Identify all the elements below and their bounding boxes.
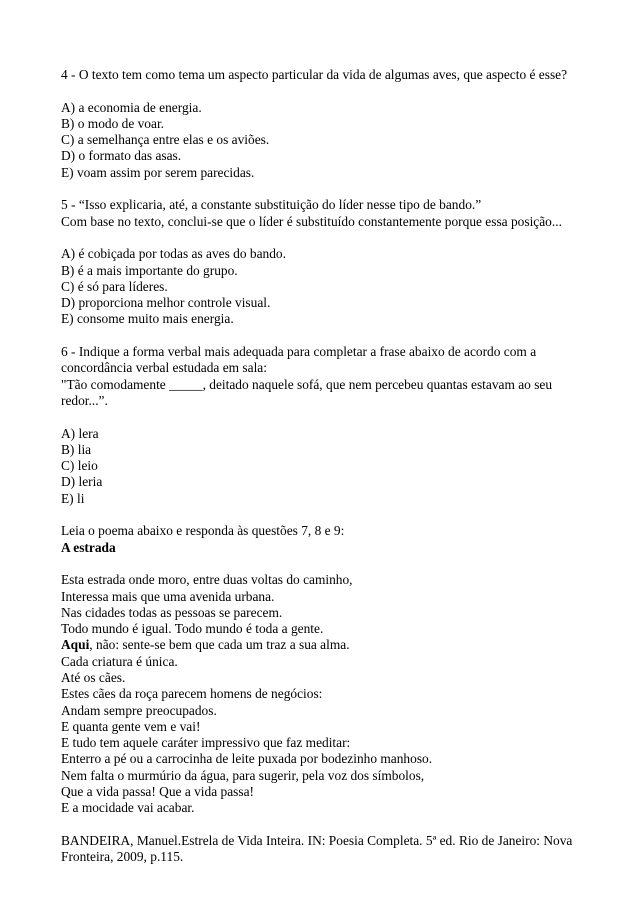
poem-aqui-bold: Aqui: [61, 637, 90, 653]
document-page: [61, 67, 601, 866]
poem-line: Todo mundo é igual. Todo mundo é toda a gente.: [61, 621, 324, 637]
question-5-option-a: A) é cobiçada por todas as aves do bando.: [61, 246, 286, 262]
question-5: [61, 197, 601, 327]
poem-line: E tudo tem aquele caráter impressivo que faz meditar:: [61, 735, 351, 751]
question-4-text: 4 - O texto tem como tema um aspecto particular da vida de algumas aves, que aspecto é esse?: [61, 67, 568, 82]
source-line1: BANDEIRA, Manuel.Estrela de Vida Inteira. IN: Poesia Completa. 5ª ed. Rio de Janeiro: Nova: [61, 832, 573, 848]
poem-line: Andam sempre preocupados.: [61, 702, 217, 718]
poem-section: [61, 523, 601, 816]
question-4: [61, 67, 601, 181]
poem-aqui-rest: , não: sente-se bem que cada um traz a sua alma.: [89, 637, 350, 653]
question-6-text-line4: redor...”.: [61, 392, 108, 408]
question-5-option-e: E) consome muito mais energia.: [61, 311, 234, 327]
poem-line: E a mocidade vai acabar.: [61, 800, 195, 816]
source-line2: Fronteira, 2009, p.115.: [61, 849, 184, 865]
poem-line: E quanta gente vem e vai!: [61, 718, 201, 734]
poem-intro: Leia o poema abaixo e responda às questões 7, 8 e 9:: [61, 523, 345, 539]
poem-line-aqui: [61, 637, 601, 653]
question-6-text-line3: "Tão comodamente _____, deitado naquele sofá, que nem percebeu quantas estavam ao seu: [61, 376, 553, 392]
question-6-option-a: A) lera: [61, 425, 99, 441]
question-4-option-c: C) a semelhança entre elas e os aviões.: [61, 132, 270, 148]
question-5-option-c: C) é só para líderes.: [61, 278, 168, 294]
poem-line: Até os cães.: [61, 669, 126, 685]
question-6-text-line1: 6 - Indique a forma verbal mais adequada para completar a frase abaixo de acordo com a: [61, 344, 537, 360]
question-4-option-e: E) voam assim por serem parecidas.: [61, 164, 255, 180]
poem-line: Nas cidades todas as pessoas se parecem.: [61, 604, 283, 620]
poem-line: Que a vida passa! Que a vida passa!: [61, 784, 254, 800]
question-5-text-line1: 5 - “Isso explicaria, até, a constante substituição do líder nesse tipo de bando.”: [61, 197, 482, 213]
poem-line: Nem falta o murmúrio da água, para sugerir, pela voz dos símbolos,: [61, 767, 425, 783]
poem-line: Estes cães da roça parecem homens de negócios:: [61, 686, 323, 702]
question-5-text-line2: Com base no texto, conclui-se que o líder é substituído constantemente porque essa posição...: [61, 213, 562, 229]
question-4-option-d: D) o formato das asas.: [61, 148, 182, 164]
question-4-option-b: B) o modo de voar.: [61, 115, 165, 131]
poem-line: Interessa mais que uma avenida urbana.: [61, 588, 275, 604]
question-6-option-d: D) leria: [61, 474, 103, 490]
poem-source: [61, 833, 601, 866]
question-6-option-b: B) lia: [61, 441, 92, 457]
question-6-option-e: E) li: [61, 490, 85, 506]
question-4-option-a: A) a economia de energia.: [61, 99, 202, 115]
question-5-option-d: D) proporciona melhor controle visual.: [61, 295, 271, 311]
poem-line: Esta estrada onde moro, entre duas voltas do caminho,: [61, 572, 353, 588]
poem-title: A estrada: [61, 539, 116, 555]
question-6-option-c: C) leio: [61, 458, 98, 474]
poem-line: Cada criatura é única.: [61, 653, 178, 669]
question-5-option-b: B) é a mais importante do grupo.: [61, 262, 238, 278]
question-6: [61, 344, 601, 507]
poem-line: Enterro a pé ou a carrocinha de leite puxada por bodezinho manhoso.: [61, 751, 433, 767]
question-6-text-line2: concordância verbal estudada em sala:: [61, 360, 267, 376]
poem-title-line: [61, 540, 601, 556]
